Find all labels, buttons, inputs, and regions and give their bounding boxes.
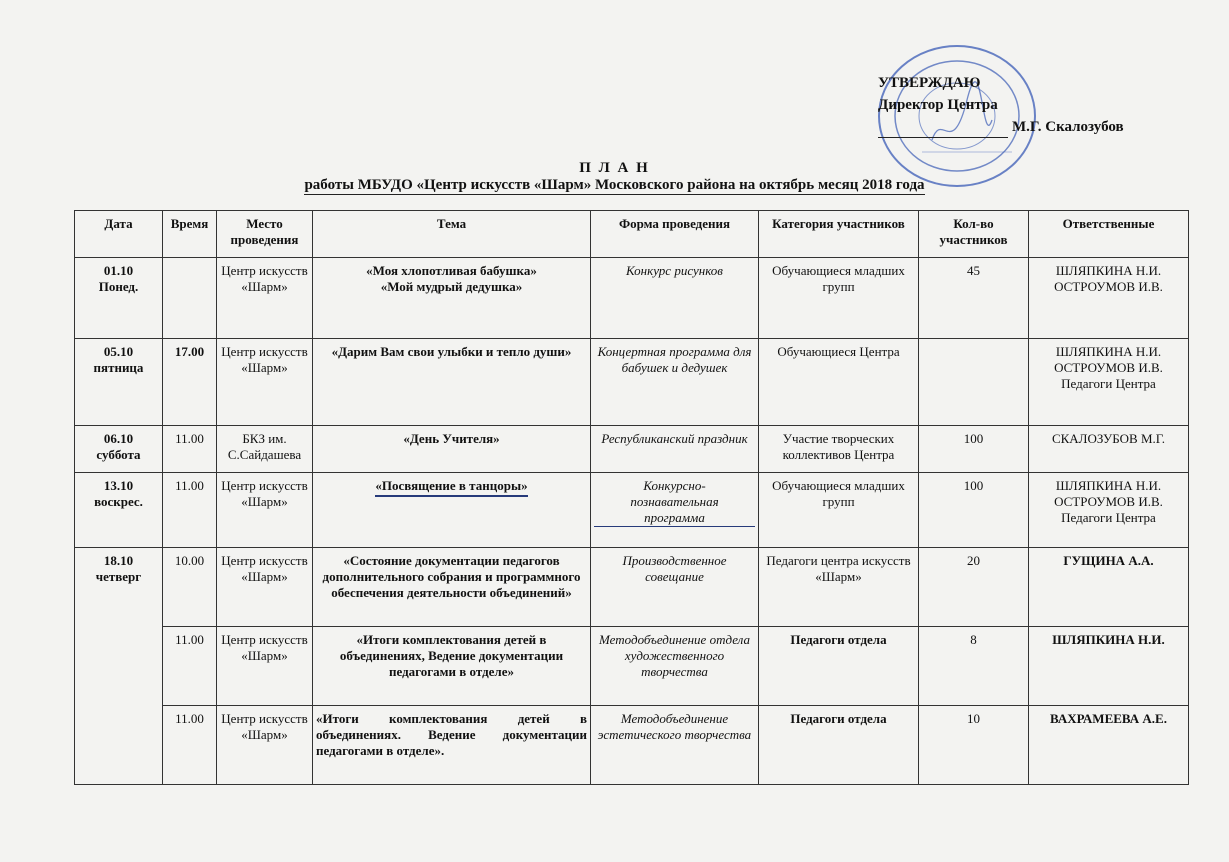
cell-time: 10.00 xyxy=(163,548,217,627)
cell-place: Центр искусств «Шарм» xyxy=(217,339,313,426)
cell-form: Конкурс рисунков xyxy=(591,258,759,339)
approve-label: УТВЕРЖДАЮ xyxy=(878,75,981,91)
table-row xyxy=(75,258,1189,339)
cell-date: 01.10 Понед. xyxy=(75,258,163,339)
cell-form: Концертная программа для бабушек и дедушек xyxy=(591,339,759,426)
cell-topic: «Итоги комплектования детей в объединениях. Ведение документации педагогами в отделе». xyxy=(313,706,591,785)
cell-form: Методобъединение эстетического творчества xyxy=(591,706,759,785)
cell-topic: «Моя хлопотливая бабушка» «Мой мудрый дедушка» xyxy=(313,258,591,339)
cell-form: Производственное совещание xyxy=(591,548,759,627)
cell-topic: «Итоги комплектования детей в объединениях, Ведение документации педагогами в отделе» xyxy=(313,627,591,706)
approve-signer: М.Г. Скалозубов xyxy=(1012,119,1124,135)
header-date: Дата xyxy=(75,211,163,258)
table-row xyxy=(75,627,1189,706)
cell-count: 10 xyxy=(919,706,1029,785)
cell-time xyxy=(163,258,217,339)
cell-responsible: ГУЩИНА А.А. xyxy=(1029,548,1189,627)
header-place: Место проведения xyxy=(217,211,313,258)
table-row xyxy=(75,548,1189,627)
cell-date: 13.10 воскрес. xyxy=(75,473,163,548)
cell-place: Центр искусств «Шарм» xyxy=(217,706,313,785)
cell-time: 11.00 xyxy=(163,426,217,473)
cell-category: Обучающиеся Центра xyxy=(759,339,919,426)
cell-date: 06.10 суббота xyxy=(75,426,163,473)
cell-responsible: ШЛЯПКИНА Н.И. xyxy=(1029,627,1189,706)
cell-category: Обучающиеся младших групп xyxy=(759,473,919,548)
cell-place: БКЗ им. С.Сайдашева xyxy=(217,426,313,473)
cell-form: Республиканский праздник xyxy=(591,426,759,473)
header-form: Форма проведения xyxy=(591,211,759,258)
signature-line xyxy=(878,123,1008,138)
header-count: Кол-во участников xyxy=(919,211,1029,258)
cell-time: 11.00 xyxy=(163,627,217,706)
cell-topic: «Посвящение в танцоры» xyxy=(313,473,591,548)
header-category: Категория участников xyxy=(759,211,919,258)
cell-count: 20 xyxy=(919,548,1029,627)
cell-place: Центр искусств «Шарм» xyxy=(217,627,313,706)
cell-category: Педагоги центра искусств «Шарм» xyxy=(759,548,919,627)
plan-subtitle: работы МБУДО «Центр искусств «Шарм» Московского района на октябрь месяц 2018 года xyxy=(304,177,925,193)
cell-place: Центр искусств «Шарм» xyxy=(217,473,313,548)
approval-block xyxy=(878,72,1124,138)
approve-position: Директор Центра xyxy=(878,97,998,113)
cell-time: 11.00 xyxy=(163,706,217,785)
table-row xyxy=(75,473,1189,548)
cell-place: Центр искусств «Шарм» xyxy=(217,548,313,627)
cell-topic: «Состояние документации педагогов дополнительного собрания и программного обеспечения деятельности объединений» xyxy=(313,548,591,627)
header-topic: Тема xyxy=(313,211,591,258)
plan-title: П Л А Н xyxy=(579,160,650,176)
cell-count: 8 xyxy=(919,627,1029,706)
cell-form: Конкурсно-познавательная программа xyxy=(591,473,759,548)
table-row xyxy=(75,339,1189,426)
cell-count: 45 xyxy=(919,258,1029,339)
table-row xyxy=(75,706,1189,785)
cell-count: 100 xyxy=(919,426,1029,473)
cell-category: Педагоги отдела xyxy=(759,627,919,706)
cell-responsible: СКАЛОЗУБОВ М.Г. xyxy=(1029,426,1189,473)
cell-category: Обучающиеся младших групп xyxy=(759,258,919,339)
cell-category: Участие творческих коллективов Центра xyxy=(759,426,919,473)
table-header-row xyxy=(75,211,1189,258)
header-responsible: Ответственные xyxy=(1029,211,1189,258)
cell-topic: «Дарим Вам свои улыбки и тепло души» xyxy=(313,339,591,426)
cell-responsible: ШЛЯПКИНА Н.И. ОСТРОУМОВ И.В. Педагоги Центра xyxy=(1029,339,1189,426)
cell-place: Центр искусств «Шарм» xyxy=(217,258,313,339)
cell-form: Методобъединение отдела художественного творчества xyxy=(591,627,759,706)
cell-responsible: ВАХРАМЕЕВА А.Е. xyxy=(1029,706,1189,785)
cell-category: Педагоги отдела xyxy=(759,706,919,785)
cell-date: 18.10 четверг xyxy=(75,548,163,785)
cell-count: 100 xyxy=(919,473,1029,548)
cell-date: 05.10 пятница xyxy=(75,339,163,426)
cell-topic: «День Учителя» xyxy=(313,426,591,473)
cell-time: 11.00 xyxy=(163,473,217,548)
cell-responsible: ШЛЯПКИНА Н.И. ОСТРОУМОВ И.В. Педагоги Центра xyxy=(1029,473,1189,548)
header-time: Время xyxy=(163,211,217,258)
cell-count xyxy=(919,339,1029,426)
cell-responsible: ШЛЯПКИНА Н.И. ОСТРОУМОВ И.В. xyxy=(1029,258,1189,339)
plan-table xyxy=(74,210,1189,785)
cell-time: 17.00 xyxy=(163,339,217,426)
table-row xyxy=(75,426,1189,473)
